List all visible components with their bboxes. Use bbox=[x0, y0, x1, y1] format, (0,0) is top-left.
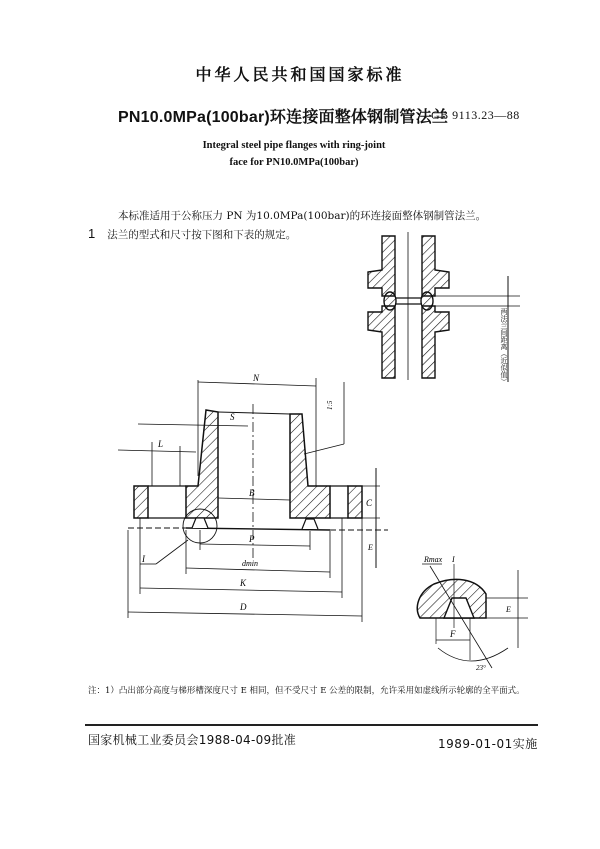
dim-S: S bbox=[230, 412, 235, 422]
document-title-en-line2: face for PN10.0MPa(100bar) bbox=[229, 157, 359, 168]
dim-dmin: dmin bbox=[242, 559, 258, 568]
clause-1 bbox=[88, 226, 296, 242]
footer-divider bbox=[85, 724, 538, 726]
dim-L: L bbox=[158, 439, 164, 449]
standard-body-heading: 中华人民共和国国家标准 bbox=[195, 65, 405, 84]
footnote: 注：1）凸出部分高度与梯形槽深度尺寸 E 相同，但不受尺寸 E 公差的限制，允许采用如虚线所示轮廓的全平面式。 bbox=[88, 686, 525, 696]
flange-gap-label: 两法兰间距离（近似值） bbox=[500, 308, 508, 385]
dim-E: E bbox=[506, 605, 511, 614]
document-title-cn: PN10.0MPa(100bar)环连接面整体钢制管法兰 bbox=[118, 109, 449, 126]
intro-paragraph: 本标准适用于公称压力 PN 为10.0MPa(100bar)的环连接面整体钢制管法兰。 bbox=[118, 210, 487, 222]
approval-date: 国家机械工业委员会1988-04-09批准 bbox=[88, 733, 297, 747]
effective-date: 1989-01-01实施 bbox=[438, 737, 538, 751]
dim-Rmax: Rmax bbox=[424, 555, 443, 564]
dim-F: F bbox=[450, 629, 456, 639]
detail-marker-I: I bbox=[142, 554, 145, 564]
dim-B: B bbox=[249, 488, 255, 498]
flange-section-figure bbox=[118, 368, 398, 630]
document-title-en-line1: Integral steel pipe flanges with ring-joint bbox=[202, 140, 386, 151]
taper-ratio: 1:5 bbox=[326, 400, 334, 410]
detail-title-I: I bbox=[452, 555, 455, 564]
dim-D: D bbox=[240, 602, 247, 612]
dim-P: P bbox=[249, 534, 255, 544]
dim-N: N bbox=[253, 373, 260, 383]
dim-C: C bbox=[366, 498, 373, 508]
dim-K: K bbox=[240, 578, 247, 588]
angle-23: 23° bbox=[476, 664, 486, 672]
dim-E-note: E bbox=[368, 543, 373, 552]
detail-I-figure bbox=[400, 548, 530, 673]
standard-code: GB 9113.23—88 bbox=[431, 108, 520, 122]
clause-text: 法兰的型式和尺寸按下图和下表的规定。 bbox=[107, 229, 297, 241]
clause-number: 1 bbox=[88, 226, 96, 241]
